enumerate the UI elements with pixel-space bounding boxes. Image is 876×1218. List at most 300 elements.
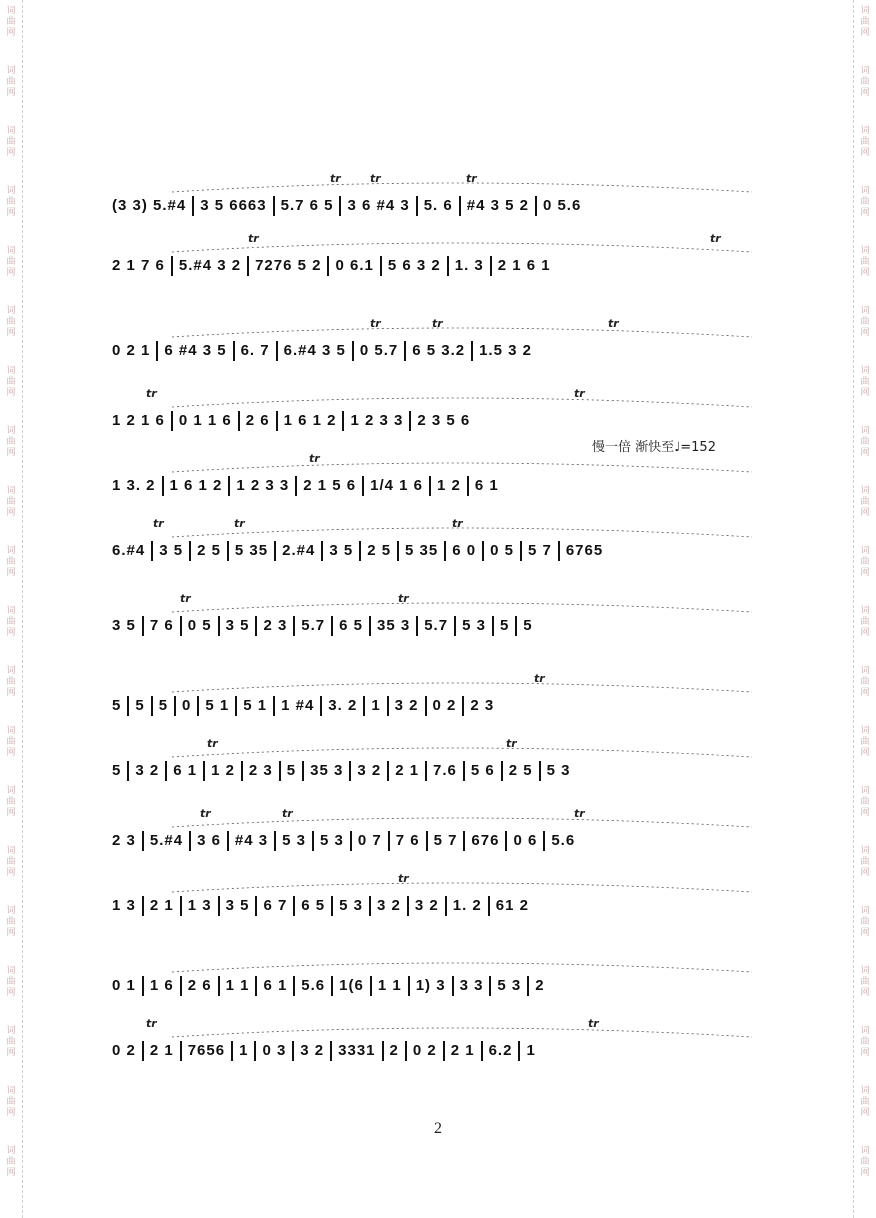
measure: 2 3 bbox=[248, 761, 273, 779]
barline bbox=[352, 341, 354, 361]
watermark-text: 词 曲 网 bbox=[860, 426, 870, 458]
measure: 3 5 bbox=[225, 896, 250, 914]
measure: 5 3 bbox=[339, 896, 364, 914]
trill-mark: tr bbox=[180, 592, 191, 605]
barline bbox=[370, 976, 372, 996]
barline bbox=[197, 696, 199, 716]
measure: 0 7 bbox=[357, 831, 382, 849]
measure: 2 bbox=[535, 976, 545, 994]
measure: 1 1 bbox=[377, 976, 402, 994]
barline bbox=[295, 476, 297, 496]
barline bbox=[189, 541, 191, 561]
measure: 7656 bbox=[187, 1041, 226, 1059]
barline bbox=[467, 476, 469, 496]
note-sequence bbox=[112, 831, 575, 851]
watermark-text: 词 曲 网 bbox=[860, 6, 870, 38]
barline bbox=[331, 976, 333, 996]
barline bbox=[228, 476, 230, 496]
barline bbox=[142, 896, 144, 916]
watermark-text: 词 曲 网 bbox=[860, 186, 870, 218]
measure: 5 7 bbox=[527, 541, 552, 559]
measure: 0 3 bbox=[262, 1041, 287, 1059]
watermark-text: 词 曲 网 bbox=[6, 126, 16, 158]
measure: 3 5 bbox=[329, 541, 354, 559]
trill-mark: tr bbox=[146, 387, 157, 400]
measure: 3 2 bbox=[377, 896, 401, 914]
watermark-text: 词 曲 网 bbox=[6, 1026, 16, 1058]
barline bbox=[142, 1041, 144, 1061]
page-number: 2 bbox=[434, 1120, 442, 1137]
measure: 5 3 bbox=[462, 616, 486, 634]
measure: 6 5 bbox=[301, 896, 326, 914]
measure: 3 2 bbox=[357, 761, 382, 779]
measure: 1 3 bbox=[112, 896, 136, 914]
trill-mark: tr bbox=[207, 737, 218, 750]
barline bbox=[227, 831, 229, 851]
watermark-text: 词 曲 网 bbox=[860, 126, 870, 158]
barline bbox=[165, 761, 167, 781]
watermark-text: 词 曲 网 bbox=[860, 966, 870, 998]
measure: 5.#4 3 2 bbox=[178, 256, 242, 274]
barline bbox=[397, 541, 399, 561]
measure: 1 2 1 6 bbox=[112, 411, 165, 429]
barline bbox=[518, 1041, 520, 1061]
score-line bbox=[112, 170, 792, 230]
barline bbox=[156, 341, 158, 361]
measure: 1 2 3 3 bbox=[236, 476, 290, 494]
measure: 2 1 bbox=[395, 761, 420, 779]
measure: 1 3 bbox=[187, 896, 212, 914]
watermark-text: 词 曲 网 bbox=[6, 846, 16, 878]
barline bbox=[515, 616, 517, 636]
barline bbox=[247, 256, 249, 276]
measure: 6 #4 3 5 bbox=[164, 341, 227, 359]
measure: 3 5 bbox=[112, 616, 136, 634]
barline bbox=[312, 831, 314, 851]
barline bbox=[382, 1041, 384, 1061]
measure: 0 5 bbox=[187, 616, 212, 634]
measure: 2 1 6 1 bbox=[497, 256, 551, 274]
barline bbox=[327, 256, 329, 276]
measure: 2 1 bbox=[450, 1041, 475, 1059]
barline bbox=[320, 696, 322, 716]
measure: 2 1 5 6 bbox=[303, 476, 357, 494]
trill-mark: tr bbox=[432, 317, 443, 330]
measure: 35 3 bbox=[310, 761, 344, 779]
note-sequence bbox=[112, 256, 551, 276]
measure: 2 3 bbox=[263, 616, 288, 634]
barline bbox=[276, 341, 278, 361]
trill-mark: tr bbox=[200, 807, 211, 820]
barline bbox=[543, 831, 545, 851]
trill-mark: tr bbox=[398, 592, 409, 605]
barline bbox=[254, 1041, 256, 1061]
barline bbox=[416, 616, 418, 636]
watermark-text: 词 曲 网 bbox=[6, 306, 16, 338]
score-line bbox=[112, 805, 792, 865]
barline bbox=[293, 616, 295, 636]
watermark-text: 词 曲 网 bbox=[860, 786, 870, 818]
measure: 2 bbox=[389, 1041, 399, 1059]
barline bbox=[388, 831, 390, 851]
trill-mark: tr bbox=[710, 232, 721, 245]
measure: (3 3) 5.#4 bbox=[112, 196, 187, 214]
measure: 0 2 1 bbox=[112, 341, 151, 359]
measure: 5.7 6 5 bbox=[280, 196, 334, 214]
measure: 5 bbox=[135, 696, 145, 714]
measure: 0 2 bbox=[412, 1041, 437, 1059]
measure: 3 5 bbox=[159, 541, 184, 559]
barline bbox=[162, 476, 164, 496]
measure: 1. 3 bbox=[454, 256, 484, 274]
measure: 5.7 bbox=[301, 616, 326, 634]
barline bbox=[445, 896, 447, 916]
measure: 0 6.1 bbox=[335, 256, 374, 274]
measure: 0 2 bbox=[432, 696, 457, 714]
barline bbox=[189, 831, 191, 851]
watermark-text: 词 曲 网 bbox=[6, 426, 16, 458]
measure: 3 3 bbox=[459, 976, 484, 994]
note-sequence bbox=[112, 616, 533, 636]
trill-mark: tr bbox=[574, 387, 585, 400]
measure: 3 5 6663 bbox=[200, 196, 267, 214]
measure: 1 3. 2 bbox=[112, 476, 156, 494]
barline bbox=[463, 831, 465, 851]
measure: 5 bbox=[499, 616, 510, 634]
trill-mark: tr bbox=[574, 807, 585, 820]
measure: 6 7 bbox=[263, 896, 288, 914]
barline bbox=[235, 696, 237, 716]
barline bbox=[350, 831, 352, 851]
trill-mark: tr bbox=[248, 232, 259, 245]
trill-mark: tr bbox=[608, 317, 619, 330]
barline bbox=[462, 696, 464, 716]
measure: 7276 5 2 bbox=[255, 256, 322, 274]
score-line bbox=[112, 315, 792, 375]
watermark-text: 词 曲 网 bbox=[860, 1086, 870, 1118]
measure: 0 5.7 bbox=[359, 341, 399, 359]
barline bbox=[363, 696, 365, 716]
barline bbox=[387, 761, 389, 781]
measure: 35 3 bbox=[377, 616, 411, 634]
measure: 5.#4 bbox=[149, 831, 184, 849]
measure: 5 35 bbox=[234, 541, 269, 559]
watermark-text: 词 曲 网 bbox=[860, 246, 870, 278]
barline bbox=[471, 341, 473, 361]
barline bbox=[416, 196, 418, 216]
barline bbox=[142, 831, 144, 851]
note-sequence bbox=[112, 761, 570, 781]
barline bbox=[447, 256, 449, 276]
measure: 5.6 bbox=[551, 831, 576, 849]
barline bbox=[527, 976, 529, 996]
watermark-text: 词 曲 网 bbox=[860, 606, 870, 638]
barline bbox=[359, 541, 361, 561]
note-sequence bbox=[112, 411, 470, 431]
measure: 1 1 bbox=[225, 976, 250, 994]
measure: 2 6 bbox=[187, 976, 212, 994]
barline bbox=[273, 196, 275, 216]
measure: 1 6 1 2 bbox=[283, 411, 337, 429]
measure: 1/4 1 6 bbox=[370, 476, 424, 494]
watermark-text: 词 曲 网 bbox=[6, 546, 16, 578]
measure: 1. 2 bbox=[452, 896, 482, 914]
measure: #4 3 5 2 bbox=[466, 196, 529, 214]
watermark-text: 词 曲 网 bbox=[6, 66, 16, 98]
barline bbox=[443, 1041, 445, 1061]
measure: 5 bbox=[523, 616, 533, 634]
measure: 5 6 bbox=[470, 761, 495, 779]
barline bbox=[535, 196, 537, 216]
measure: 3 2 bbox=[135, 761, 160, 779]
measure: 1(6 bbox=[339, 976, 364, 994]
watermark-text: 词 曲 网 bbox=[860, 666, 870, 698]
measure: 2 1 7 6 bbox=[112, 256, 165, 274]
barline bbox=[331, 616, 333, 636]
watermark-text: 词 曲 网 bbox=[6, 726, 16, 758]
score-line bbox=[112, 590, 792, 650]
measure: 6.#4 bbox=[112, 541, 146, 559]
watermark-text: 词 曲 网 bbox=[860, 306, 870, 338]
barline bbox=[409, 411, 411, 431]
barline bbox=[274, 831, 276, 851]
measure: 6.2 bbox=[488, 1041, 513, 1059]
measure: 5 bbox=[158, 696, 169, 714]
note-sequence bbox=[112, 1041, 536, 1061]
barline bbox=[452, 976, 454, 996]
barline bbox=[233, 341, 235, 361]
barline bbox=[192, 196, 194, 216]
measure: 5 bbox=[286, 761, 297, 779]
note-sequence bbox=[112, 896, 529, 916]
barline bbox=[520, 541, 522, 561]
barline bbox=[339, 196, 341, 216]
barline bbox=[331, 896, 333, 916]
barline bbox=[127, 761, 129, 781]
measure: 3 5 bbox=[225, 616, 250, 634]
score-line bbox=[112, 670, 792, 730]
measure: 5. 6 bbox=[423, 196, 453, 214]
barline bbox=[293, 896, 295, 916]
barline bbox=[255, 896, 257, 916]
barline bbox=[407, 896, 409, 916]
measure: 0 5 bbox=[490, 541, 514, 559]
note-sequence bbox=[112, 476, 499, 496]
barline bbox=[203, 761, 205, 781]
barline bbox=[180, 976, 182, 996]
measure: 2 3 5 6 bbox=[417, 411, 471, 429]
barline bbox=[293, 976, 295, 996]
watermark-text: 词 曲 网 bbox=[6, 966, 16, 998]
measure: 5 3 bbox=[546, 761, 571, 779]
measure: 5 bbox=[112, 696, 122, 714]
barline bbox=[463, 761, 465, 781]
score-line bbox=[112, 735, 792, 795]
measure: 5 3 bbox=[497, 976, 522, 994]
measure: 676 bbox=[471, 831, 500, 849]
watermark-text: 词 曲 网 bbox=[860, 1146, 870, 1178]
watermark-text: 词 曲 网 bbox=[6, 786, 16, 818]
barline bbox=[174, 696, 176, 716]
watermark-text: 词 曲 网 bbox=[6, 606, 16, 638]
measure: 5.6 bbox=[301, 976, 326, 994]
watermark-text: 词 曲 网 bbox=[860, 726, 870, 758]
barline bbox=[558, 541, 560, 561]
measure: 5 3 bbox=[319, 831, 344, 849]
measure: 6765 bbox=[565, 541, 604, 559]
barline bbox=[180, 896, 182, 916]
measure: 3 2 bbox=[300, 1041, 325, 1059]
measure: 1.5 3 2 bbox=[479, 341, 532, 359]
barline bbox=[425, 761, 427, 781]
barline bbox=[180, 616, 182, 636]
barline bbox=[490, 256, 492, 276]
barline bbox=[302, 761, 304, 781]
measure: 2 5 bbox=[197, 541, 221, 559]
barline bbox=[404, 341, 406, 361]
barline bbox=[142, 616, 144, 636]
measure: 6. 7 bbox=[240, 341, 270, 359]
barline bbox=[273, 696, 275, 716]
measure: 0 5.6 bbox=[542, 196, 582, 214]
barline bbox=[459, 196, 461, 216]
measure: 1 bbox=[239, 1041, 249, 1059]
trill-mark: tr bbox=[466, 172, 477, 185]
measure: 6 5 bbox=[339, 616, 364, 634]
measure: 6 5 3.2 bbox=[412, 341, 466, 359]
right-watermark-strip bbox=[853, 0, 876, 1218]
measure: 2 3 bbox=[112, 831, 136, 849]
measure: 3. 2 bbox=[328, 696, 358, 714]
trill-mark: tr bbox=[370, 317, 381, 330]
measure: 0 1 1 6 bbox=[178, 411, 232, 429]
watermark-text: 词 曲 网 bbox=[6, 906, 16, 938]
note-sequence bbox=[112, 696, 494, 716]
barline bbox=[274, 541, 276, 561]
barline bbox=[231, 1041, 233, 1061]
measure: 5 3 bbox=[282, 831, 306, 849]
barline bbox=[279, 761, 281, 781]
note-sequence bbox=[112, 341, 532, 361]
barline bbox=[151, 541, 153, 561]
barline bbox=[505, 831, 507, 851]
measure: 1 #4 bbox=[281, 696, 315, 714]
barline bbox=[180, 1041, 182, 1061]
barline bbox=[362, 476, 364, 496]
watermark-text: 词 曲 网 bbox=[860, 66, 870, 98]
watermark-text: 词 曲 网 bbox=[6, 486, 16, 518]
measure: 1) 3 bbox=[415, 976, 446, 994]
barline bbox=[330, 1041, 332, 1061]
score-line bbox=[112, 450, 792, 510]
barline bbox=[276, 411, 278, 431]
measure: 7 6 bbox=[395, 831, 420, 849]
barline bbox=[218, 616, 220, 636]
measure: 5 bbox=[112, 761, 122, 779]
measure: 0 6 bbox=[513, 831, 538, 849]
barline bbox=[482, 541, 484, 561]
trill-mark: tr bbox=[398, 872, 409, 885]
score-line bbox=[112, 230, 792, 290]
watermark-text: 词 曲 网 bbox=[860, 546, 870, 578]
watermark-text: 词 曲 网 bbox=[6, 1086, 16, 1118]
barline bbox=[255, 976, 257, 996]
barline bbox=[425, 696, 427, 716]
barline bbox=[426, 831, 428, 851]
score-line bbox=[112, 1015, 792, 1075]
measure: 2 6 bbox=[245, 411, 270, 429]
measure: 61 2 bbox=[495, 896, 529, 914]
watermark-text: 词 曲 网 bbox=[860, 1026, 870, 1058]
measure: 6 1 bbox=[263, 976, 288, 994]
measure: 2 5 bbox=[508, 761, 533, 779]
barline bbox=[380, 256, 382, 276]
score-line bbox=[112, 950, 792, 1010]
measure: 3 2 bbox=[414, 896, 439, 914]
trill-mark: tr bbox=[234, 517, 245, 530]
measure: 7.6 bbox=[433, 761, 457, 779]
trill-mark: tr bbox=[330, 172, 341, 185]
measure: 7 6 bbox=[149, 616, 174, 634]
barline bbox=[387, 696, 389, 716]
measure: 0 bbox=[182, 696, 192, 714]
watermark-text: 词 曲 网 bbox=[6, 366, 16, 398]
measure: 1 2 3 3 bbox=[350, 411, 404, 429]
measure: 1 6 bbox=[149, 976, 174, 994]
barline bbox=[227, 541, 229, 561]
barline bbox=[349, 761, 351, 781]
measure: 3 6 #4 3 bbox=[347, 196, 410, 214]
score-line bbox=[112, 870, 792, 930]
barline bbox=[369, 616, 371, 636]
measure: 3 2 bbox=[394, 696, 419, 714]
barline bbox=[369, 896, 371, 916]
barline bbox=[321, 541, 323, 561]
barline bbox=[492, 616, 494, 636]
barline bbox=[405, 1041, 407, 1061]
barline bbox=[481, 1041, 483, 1061]
measure: 3331 bbox=[338, 1041, 376, 1059]
measure: 6 1 bbox=[173, 761, 198, 779]
trill-mark: tr bbox=[153, 517, 164, 530]
barline bbox=[539, 761, 541, 781]
trill-mark: tr bbox=[309, 452, 320, 465]
barline bbox=[238, 411, 240, 431]
score-line bbox=[112, 515, 792, 575]
measure: 1 6 1 2 bbox=[169, 476, 223, 494]
trill-mark: tr bbox=[534, 672, 545, 685]
watermark-text: 词 曲 网 bbox=[860, 486, 870, 518]
measure: 0 2 bbox=[112, 1041, 136, 1059]
measure: 5 35 bbox=[405, 541, 439, 559]
barline bbox=[488, 896, 490, 916]
watermark-text: 词 曲 网 bbox=[860, 366, 870, 398]
trill-mark: tr bbox=[506, 737, 517, 750]
barline bbox=[127, 696, 129, 716]
left-watermark-strip bbox=[0, 0, 23, 1218]
watermark-text: 词 曲 网 bbox=[860, 846, 870, 878]
measure: 6.#4 3 5 bbox=[283, 341, 346, 359]
watermark-text: 词 曲 网 bbox=[6, 666, 16, 698]
barline bbox=[489, 976, 491, 996]
measure: 6 1 bbox=[474, 476, 499, 494]
barline bbox=[444, 541, 446, 561]
watermark-text: 词 曲 网 bbox=[860, 906, 870, 938]
barline bbox=[501, 761, 503, 781]
measure: 6 0 bbox=[452, 541, 477, 559]
watermark-text: 词 曲 网 bbox=[6, 1146, 16, 1178]
watermark-text: 词 曲 网 bbox=[6, 6, 16, 38]
